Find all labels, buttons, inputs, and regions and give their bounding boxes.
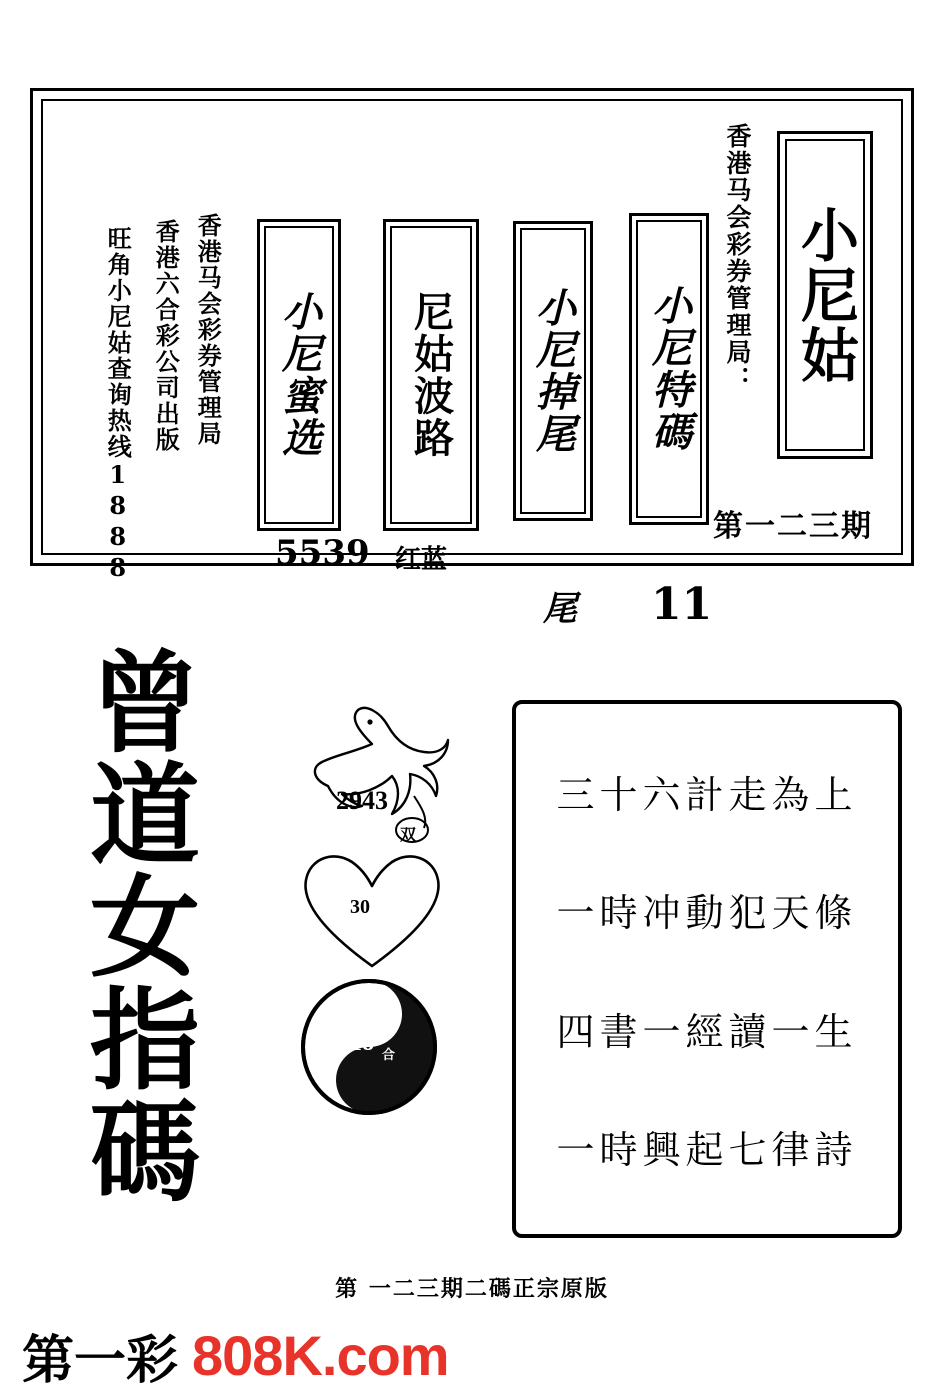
box-weima-text: 小尼掉尾: [529, 287, 577, 455]
yinyang-label: 合: [382, 1047, 396, 1062]
box-mixuan-text: 小尼蜜选: [275, 291, 323, 459]
top-panel: [30, 88, 914, 630]
box-mixuan-value: 5539: [275, 533, 370, 573]
top-panel-inner-border: [41, 99, 903, 630]
side-text-2: 香港六合彩公司出版: [151, 219, 181, 453]
box-temma-inner: [636, 220, 702, 518]
dove-icon: [288, 700, 468, 860]
box-temma-text: 小尼特碼: [645, 285, 693, 453]
box-temma: [629, 213, 709, 525]
main-title-box-inner: [785, 139, 865, 451]
box-bolu-inner: [390, 226, 472, 524]
poem-line-4: 一時興起七律詩: [556, 1128, 858, 1173]
box-weima: [513, 221, 593, 521]
publication-title-char-4: 指: [90, 975, 200, 1105]
main-title-text: 小尼姑: [791, 205, 859, 385]
icon-column: [288, 700, 468, 1130]
dove-number: 2943: [336, 786, 388, 815]
dove-label: 双: [400, 827, 417, 844]
side-text-3: 旺角小尼姑查询热线1888: [103, 226, 133, 584]
box-bolu: [383, 219, 479, 531]
box-mixuan: [257, 219, 341, 531]
box-weima-inner: [520, 228, 586, 514]
box-bolu-value: 红蓝: [395, 545, 448, 575]
poem-line-2: 一時冲動犯天條: [556, 891, 858, 936]
footer-watermark: [22, 1318, 449, 1393]
issue-note: 第 一二三期二碼正宗原版: [335, 1276, 609, 1302]
box-weima-value: 尾: [543, 589, 577, 629]
publication-title: [70, 639, 220, 1217]
org-label: 香港马会彩券管理局：: [723, 123, 752, 393]
heart-number: 30: [350, 896, 370, 918]
poem-line-1: 三十六計走為上: [556, 772, 858, 817]
footer-cn-text: 第一彩: [22, 1330, 179, 1391]
box-mixuan-inner: [264, 226, 334, 524]
publication-title-char-3: 女: [90, 863, 200, 993]
box-bolu-text: 尼姑波路: [407, 291, 455, 459]
issue-number: 第一二三期: [713, 509, 873, 544]
side-text-1: 香港马会彩券管理局: [193, 213, 223, 447]
publication-title-char-5: 碼: [90, 1087, 200, 1217]
poem-line-3: 四書一經讀一生: [556, 1009, 858, 1054]
main-title-box: [777, 131, 873, 459]
publication-title-char-1: 曾: [90, 639, 200, 768]
heart-icon: [282, 840, 462, 980]
poem-box: [512, 700, 902, 1238]
footer-domain: 808K.com: [192, 1324, 449, 1387]
yinyang-number: 18: [350, 1030, 374, 1056]
box-temma-value: 11: [651, 579, 713, 630]
publication-title-char-2: 道: [90, 751, 200, 881]
